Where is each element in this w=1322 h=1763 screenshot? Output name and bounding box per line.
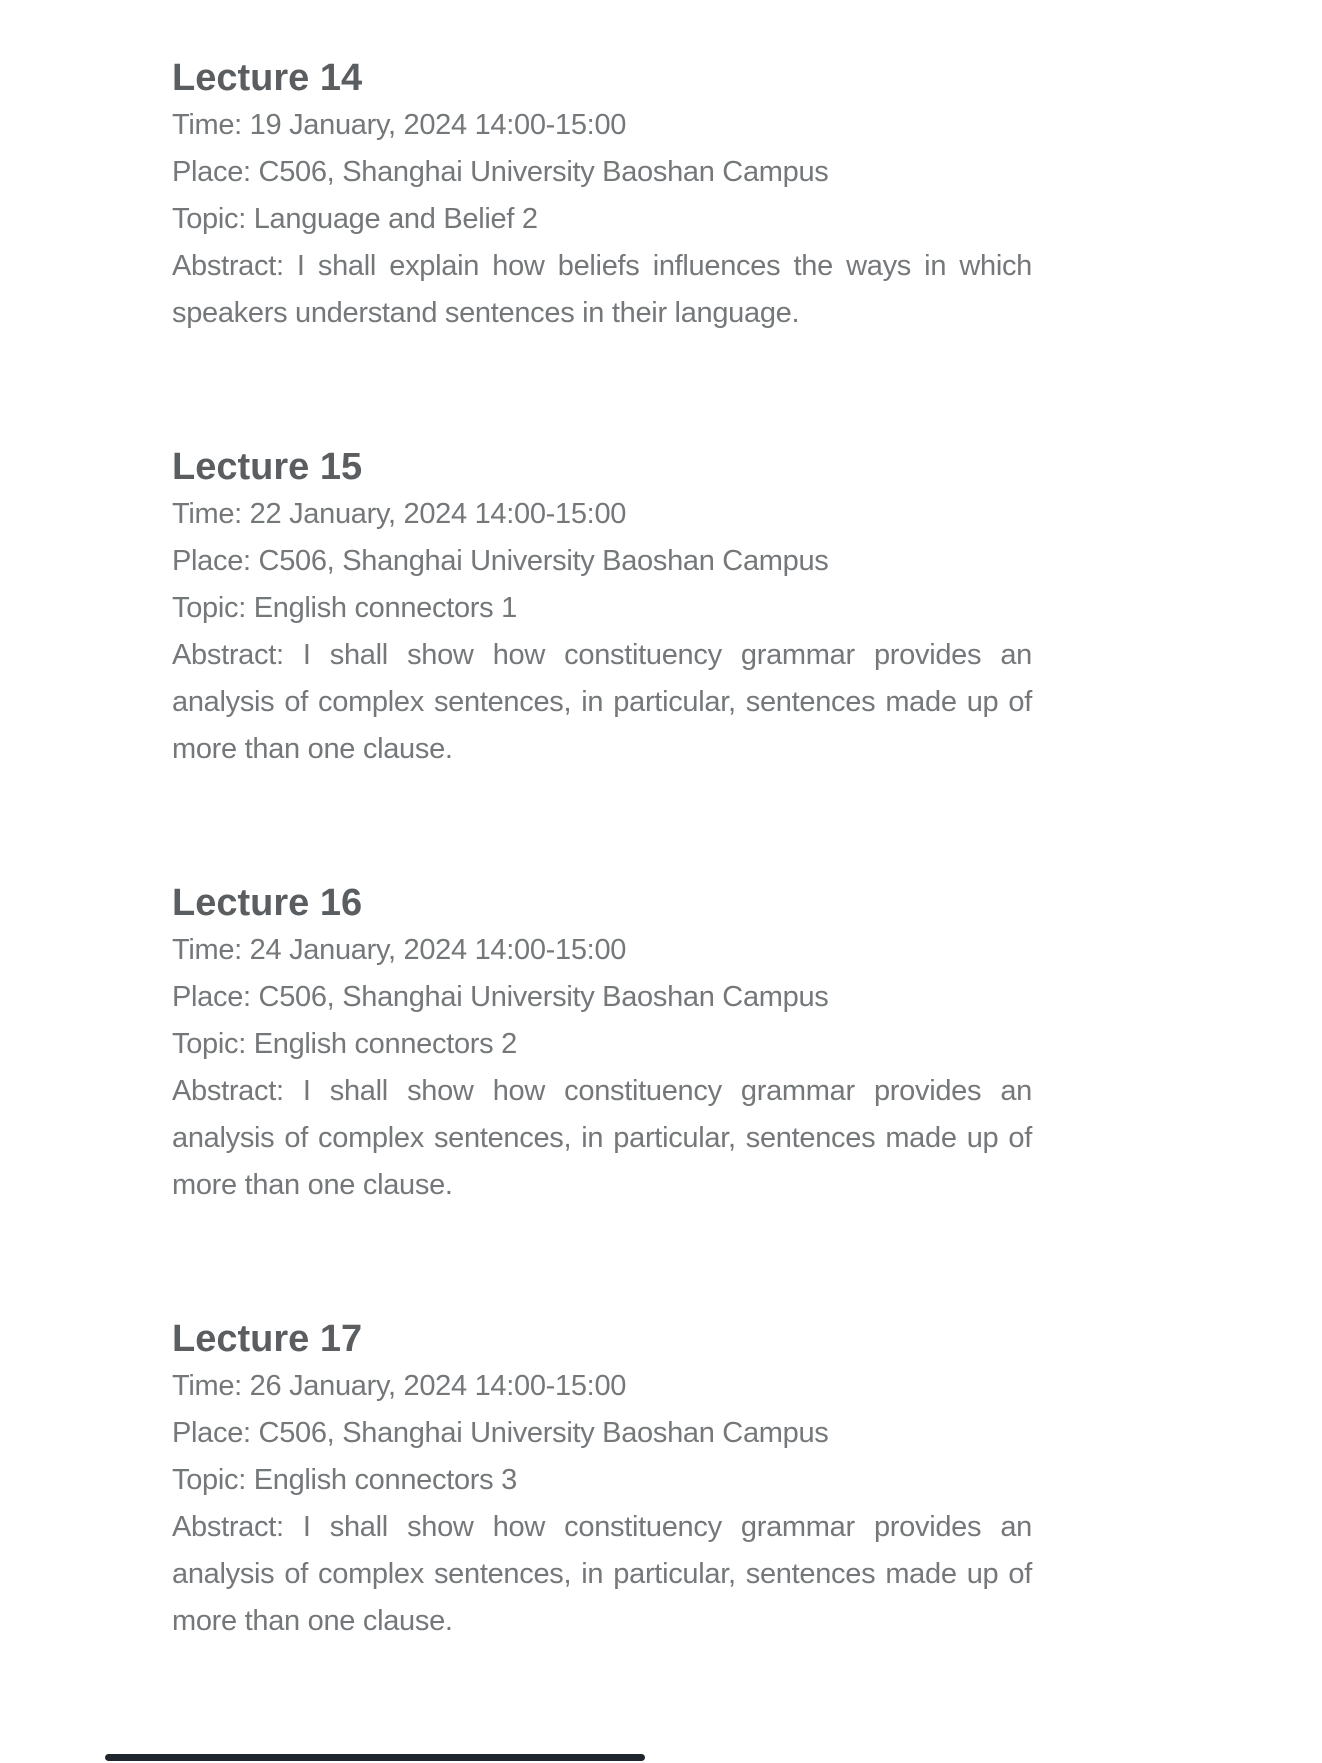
lecture-abstract: Abstract: I shall show how constituency grammar provides an analysis of complex sentences, in particular, sentences made up of more than one clause. [172,1075,1032,1201]
lecture-section [172,879,1032,1209]
lecture-title: Lecture 16 [172,882,363,924]
lecture-place: Place: C506, Shanghai University Baoshan Campus [172,545,829,577]
lecture-time: Time: 19 January, 2024 14:00-15:00 [172,109,627,141]
lecture-abstract: Abstract: I shall show how constituency grammar provides an analysis of complex sentences, in particular, sentences made up of more than one clause. [172,639,1032,765]
lecture-topic: Topic: Language and Belief 2 [172,203,538,235]
lecture-time: Time: 22 January, 2024 14:00-15:00 [172,498,627,530]
lecture-abstract: Abstract: I shall explain how beliefs influences the ways in which speakers understand sentences in their language. [172,250,1032,329]
lecture-title: Lecture 17 [172,1318,363,1360]
lecture-time: Time: 24 January, 2024 14:00-15:00 [172,934,627,966]
lecture-topic: Topic: English connectors 1 [172,592,517,624]
lecture-title: Lecture 15 [172,446,363,488]
lecture-place: Place: C506, Shanghai University Baoshan Campus [172,156,829,188]
lecture-place: Place: C506, Shanghai University Baoshan Campus [172,981,829,1013]
lecture-abstract: Abstract: I shall show how constituency grammar provides an analysis of complex sentences, in particular, sentences made up of more than one clause. [172,1511,1032,1637]
lecture-place: Place: C506, Shanghai University Baoshan Campus [172,1417,829,1449]
lecture-section [172,1315,1032,1645]
lecture-topic: Topic: English connectors 2 [172,1028,517,1060]
lecture-time: Time: 26 January, 2024 14:00-15:00 [172,1370,627,1402]
lecture-topic: Topic: English connectors 3 [172,1464,517,1496]
bottom-divider-bar [105,1754,645,1761]
lecture-section [172,443,1032,773]
lecture-section [172,54,1032,337]
lecture-title: Lecture 14 [172,57,363,99]
